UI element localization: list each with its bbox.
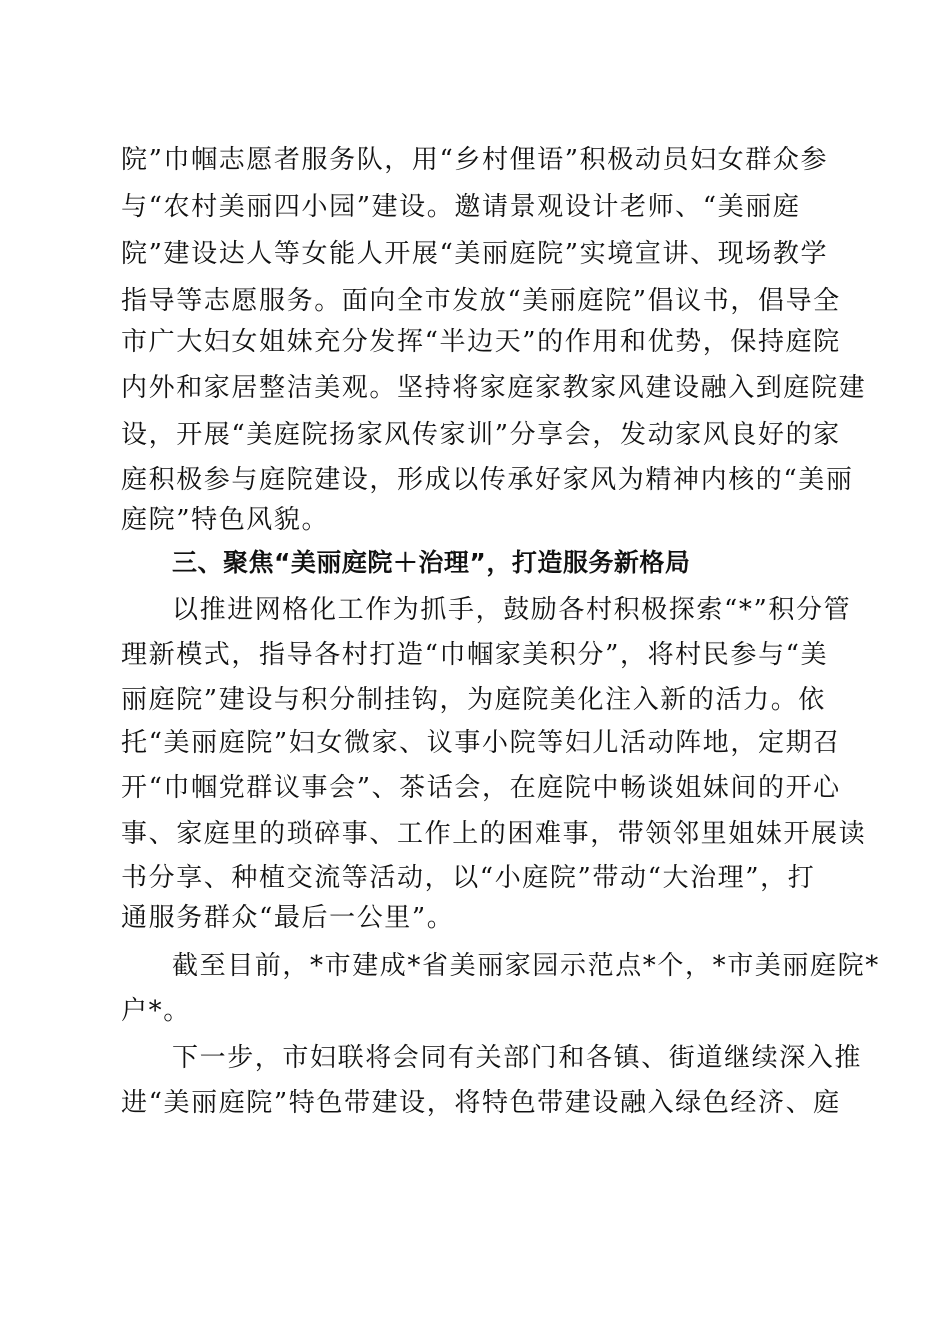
body-text-line: 通服务群众“最后一公里”。: [121, 903, 455, 933]
body-text-line: 指导等志愿服务。面向全市发放“美丽庭院”倡议书，倡导全: [121, 286, 841, 316]
body-text-line: 托“美丽庭院”妇女微家、议事小院等妇儿活动阵地，定期召: [121, 728, 841, 758]
body-text-line: 截至目前，*市建成*省美丽家园示范点*个，*市美丽庭院*: [172, 951, 880, 981]
body-text-line: 市广大妇女姐妹充分发挥“半边天”的作用和优势，保持庭院: [121, 327, 841, 357]
body-text-line: 院”巾帼志愿者服务队，用“乡村俚语”积极动员妇女群众参: [121, 145, 829, 175]
body-text-line: 开“巾帼党群议事会”、茶话会，在庭院中畅谈姐妹间的开心: [121, 773, 841, 803]
body-text-line: 书分享、种植交流等活动，以“小庭院”带动“大治理”，打: [121, 863, 816, 893]
body-text-line: 庭积极参与庭院建设，形成以传承好家风为精神内核的“美丽: [121, 465, 854, 495]
body-text-line: 庭院”特色风貌。: [121, 505, 330, 535]
body-text-line: 理新模式，指导各村打造“巾帼家美积分”，将村民参与“美: [121, 640, 829, 670]
body-text-line: 丽庭院”建设与积分制挂钩，为庭院美化注入新的活力。依: [121, 685, 826, 715]
body-text-line: 内外和家居整洁美观。坚持将家庭家教家风建设融入到庭院建: [121, 373, 867, 403]
body-text-line: 以推进网格化工作为抓手，鼓励各村积极探索“*”积分管: [172, 595, 852, 625]
body-text-line: 设，开展“美庭院扬家风传家训”分享会，发动家风良好的家: [121, 420, 841, 450]
section-heading: 三、聚焦“美丽庭院＋治理”，打造服务新格局: [172, 548, 691, 577]
body-text-line: 下一步，市妇联将会同有关部门和各镇、街道继续深入推: [172, 1043, 863, 1073]
body-text-line: 事、家庭里的琐碎事、工作上的困难事，带领邻里姐妹开展读: [121, 819, 867, 849]
body-text-line: 进“美丽庭院”特色带建设，将特色带建设融入绿色经济、庭: [121, 1088, 841, 1118]
body-text-line: 与“农村美丽四小园”建设。邀请景观设计老师、“美丽庭: [121, 192, 801, 222]
body-text-line: 院”建设达人等女能人开展“美丽庭院”实境宣讲、现场教学: [121, 239, 829, 269]
body-text-line: 户*。: [121, 996, 191, 1026]
